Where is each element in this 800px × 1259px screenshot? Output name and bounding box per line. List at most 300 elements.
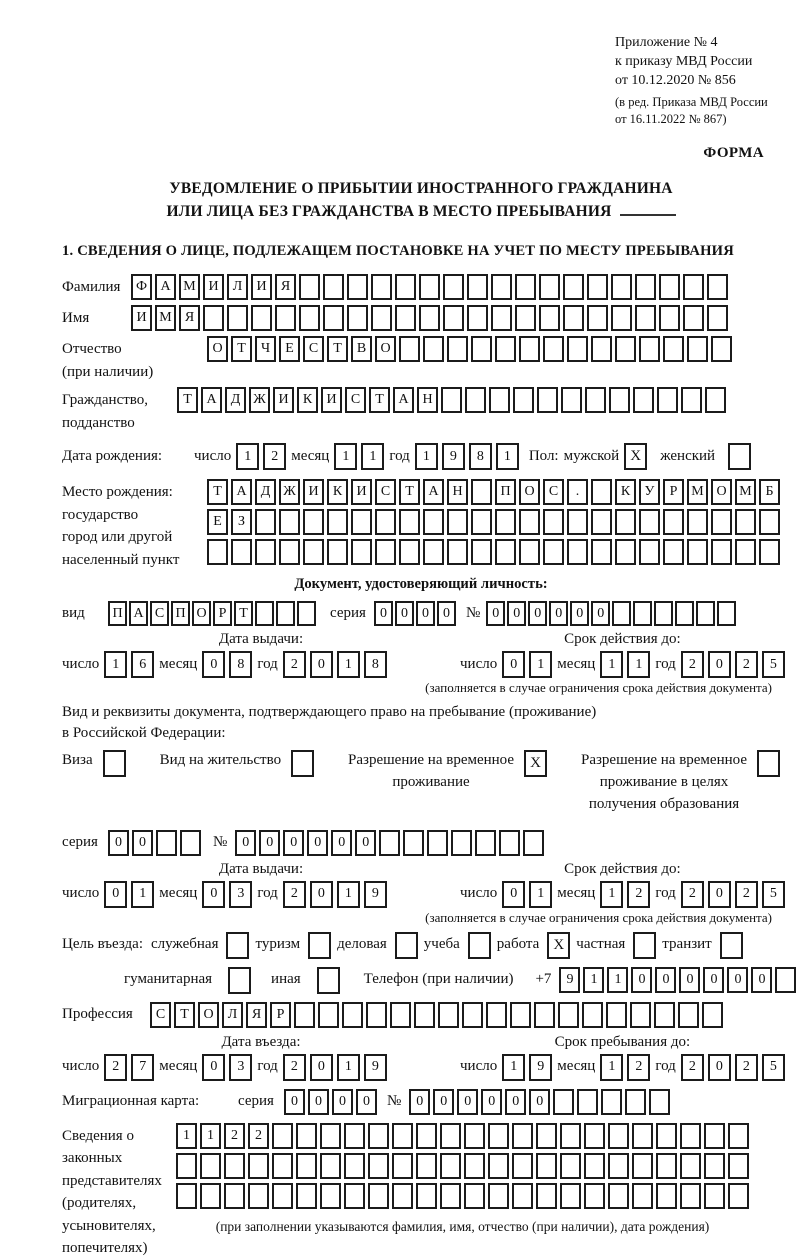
char-cell[interactable]: 0 <box>591 601 610 626</box>
char-cell[interactable]: 1 <box>361 443 384 470</box>
char-cell[interactable]: Б <box>759 479 780 505</box>
char-cell[interactable] <box>414 1002 435 1028</box>
char-cell[interactable] <box>560 1153 581 1179</box>
char-cell[interactable] <box>608 1183 629 1209</box>
char-cell[interactable] <box>272 1123 293 1149</box>
char-cell[interactable] <box>371 274 392 300</box>
char-cell[interactable] <box>577 1089 598 1115</box>
char-cell[interactable] <box>207 539 228 565</box>
char-cell[interactable]: 0 <box>655 967 676 993</box>
char-cell[interactable]: У <box>639 479 660 505</box>
char-cell[interactable] <box>560 1183 581 1209</box>
char-cell[interactable] <box>467 305 488 331</box>
char-cell[interactable]: 0 <box>374 601 393 626</box>
char-cell[interactable] <box>296 1153 317 1179</box>
char-cell[interactable] <box>296 1123 317 1149</box>
char-cell[interactable]: 1 <box>607 967 628 993</box>
char-cell[interactable] <box>591 509 612 535</box>
char-cell[interactable] <box>227 305 248 331</box>
purpose-tourism-checkbox[interactable] <box>308 932 331 959</box>
char-cell[interactable]: 2 <box>224 1123 245 1149</box>
char-cell[interactable] <box>323 274 344 300</box>
char-cell[interactable]: 1 <box>600 651 623 678</box>
char-cell[interactable] <box>615 509 636 535</box>
char-cell[interactable]: П <box>171 601 190 626</box>
char-cell[interactable]: О <box>198 1002 219 1028</box>
char-cell[interactable] <box>440 1153 461 1179</box>
char-cell[interactable]: 0 <box>708 651 731 678</box>
char-cell[interactable] <box>176 1183 197 1209</box>
char-cell[interactable] <box>255 601 274 626</box>
char-cell[interactable]: Д <box>255 479 276 505</box>
char-cell[interactable] <box>711 336 732 362</box>
char-cell[interactable] <box>537 387 558 413</box>
char-cell[interactable] <box>728 1153 749 1179</box>
char-cell[interactable]: 1 <box>583 967 604 993</box>
char-cell[interactable] <box>423 539 444 565</box>
char-cell[interactable]: 2 <box>283 881 306 908</box>
char-cell[interactable] <box>584 1183 605 1209</box>
char-cell[interactable] <box>567 539 588 565</box>
char-cell[interactable] <box>707 305 728 331</box>
residence-permit-checkbox[interactable] <box>291 750 314 777</box>
char-cell[interactable] <box>486 1002 507 1028</box>
char-cell[interactable]: 0 <box>310 881 333 908</box>
char-cell[interactable]: К <box>615 479 636 505</box>
char-cell[interactable]: 0 <box>310 651 333 678</box>
char-cell[interactable] <box>513 387 534 413</box>
char-cell[interactable] <box>323 305 344 331</box>
char-cell[interactable]: 9 <box>559 967 580 993</box>
char-cell[interactable] <box>680 1123 701 1149</box>
char-cell[interactable]: 0 <box>529 1089 550 1115</box>
char-cell[interactable]: 2 <box>681 651 704 678</box>
purpose-transit-checkbox[interactable] <box>720 932 743 959</box>
char-cell[interactable]: 1 <box>415 443 438 470</box>
char-cell[interactable] <box>471 539 492 565</box>
char-cell[interactable] <box>464 1183 485 1209</box>
char-cell[interactable]: 0 <box>505 1089 526 1115</box>
char-cell[interactable]: З <box>231 509 252 535</box>
char-cell[interactable] <box>687 509 708 535</box>
char-cell[interactable] <box>200 1153 221 1179</box>
char-cell[interactable] <box>639 336 660 362</box>
char-cell[interactable] <box>560 1123 581 1149</box>
char-cell[interactable] <box>462 1002 483 1028</box>
char-cell[interactable]: И <box>251 274 272 300</box>
char-cell[interactable]: 0 <box>679 967 700 993</box>
char-cell[interactable]: Т <box>177 387 198 413</box>
purpose-study-checkbox[interactable] <box>468 932 491 959</box>
char-cell[interactable] <box>320 1183 341 1209</box>
char-cell[interactable] <box>539 274 560 300</box>
char-cell[interactable] <box>327 509 348 535</box>
char-cell[interactable] <box>200 1183 221 1209</box>
char-cell[interactable]: 3 <box>229 881 252 908</box>
char-cell[interactable]: 1 <box>337 1054 360 1081</box>
char-cell[interactable] <box>464 1123 485 1149</box>
char-cell[interactable] <box>180 830 201 856</box>
char-cell[interactable]: С <box>150 601 169 626</box>
char-cell[interactable] <box>488 1123 509 1149</box>
char-cell[interactable] <box>687 539 708 565</box>
char-cell[interactable]: 1 <box>529 651 552 678</box>
char-cell[interactable] <box>654 1002 675 1028</box>
char-cell[interactable] <box>248 1153 269 1179</box>
char-cell[interactable] <box>423 509 444 535</box>
char-cell[interactable] <box>711 539 732 565</box>
char-cell[interactable]: К <box>297 387 318 413</box>
char-cell[interactable] <box>467 274 488 300</box>
char-cell[interactable]: 0 <box>308 1089 329 1115</box>
char-cell[interactable]: С <box>375 479 396 505</box>
char-cell[interactable]: 2 <box>735 881 758 908</box>
char-cell[interactable] <box>633 387 654 413</box>
char-cell[interactable] <box>678 1002 699 1028</box>
char-cell[interactable]: 0 <box>307 830 328 856</box>
char-cell[interactable] <box>615 336 636 362</box>
char-cell[interactable] <box>707 274 728 300</box>
char-cell[interactable]: 0 <box>310 1054 333 1081</box>
char-cell[interactable]: 1 <box>337 651 360 678</box>
char-cell[interactable]: 0 <box>481 1089 502 1115</box>
char-cell[interactable] <box>632 1123 653 1149</box>
char-cell[interactable]: 1 <box>600 1054 623 1081</box>
char-cell[interactable] <box>587 305 608 331</box>
char-cell[interactable]: С <box>345 387 366 413</box>
char-cell[interactable]: 1 <box>337 881 360 908</box>
char-cell[interactable] <box>591 479 612 505</box>
char-cell[interactable]: И <box>321 387 342 413</box>
char-cell[interactable]: 0 <box>433 1089 454 1115</box>
char-cell[interactable]: С <box>303 336 324 362</box>
char-cell[interactable] <box>279 509 300 535</box>
char-cell[interactable] <box>663 539 684 565</box>
char-cell[interactable] <box>563 274 584 300</box>
char-cell[interactable] <box>704 1123 725 1149</box>
char-cell[interactable]: 0 <box>202 1054 225 1081</box>
char-cell[interactable] <box>375 509 396 535</box>
char-cell[interactable] <box>519 509 540 535</box>
char-cell[interactable]: 0 <box>202 881 225 908</box>
char-cell[interactable]: О <box>711 479 732 505</box>
char-cell[interactable] <box>704 1153 725 1179</box>
char-cell[interactable] <box>403 830 424 856</box>
char-cell[interactable] <box>366 1002 387 1028</box>
char-cell[interactable] <box>395 274 416 300</box>
char-cell[interactable]: 0 <box>486 601 505 626</box>
visa-checkbox[interactable] <box>103 750 126 777</box>
char-cell[interactable] <box>625 1089 646 1115</box>
char-cell[interactable] <box>447 539 468 565</box>
char-cell[interactable]: 5 <box>762 651 785 678</box>
char-cell[interactable] <box>584 1123 605 1149</box>
char-cell[interactable]: 3 <box>229 1054 252 1081</box>
char-cell[interactable]: 1 <box>529 881 552 908</box>
char-cell[interactable]: Ч <box>255 336 276 362</box>
char-cell[interactable]: 0 <box>528 601 547 626</box>
char-cell[interactable] <box>519 336 540 362</box>
char-cell[interactable]: 6 <box>131 651 154 678</box>
char-cell[interactable] <box>495 336 516 362</box>
char-cell[interactable] <box>728 1123 749 1149</box>
char-cell[interactable] <box>735 509 756 535</box>
char-cell[interactable] <box>659 305 680 331</box>
char-cell[interactable] <box>515 305 536 331</box>
char-cell[interactable]: 2 <box>681 881 704 908</box>
char-cell[interactable]: 2 <box>248 1123 269 1149</box>
purpose-humanitarian-checkbox[interactable] <box>228 967 251 994</box>
char-cell[interactable] <box>539 305 560 331</box>
char-cell[interactable] <box>561 387 582 413</box>
char-cell[interactable] <box>711 509 732 535</box>
char-cell[interactable]: И <box>203 274 224 300</box>
char-cell[interactable] <box>615 539 636 565</box>
char-cell[interactable]: Т <box>234 601 253 626</box>
char-cell[interactable] <box>344 1123 365 1149</box>
char-cell[interactable] <box>203 305 224 331</box>
char-cell[interactable] <box>632 1183 653 1209</box>
char-cell[interactable] <box>351 539 372 565</box>
char-cell[interactable] <box>416 1153 437 1179</box>
char-cell[interactable] <box>465 387 486 413</box>
char-cell[interactable] <box>296 1183 317 1209</box>
char-cell[interactable]: Т <box>174 1002 195 1028</box>
char-cell[interactable]: В <box>351 336 372 362</box>
char-cell[interactable] <box>608 1123 629 1149</box>
char-cell[interactable] <box>275 305 296 331</box>
char-cell[interactable] <box>347 305 368 331</box>
char-cell[interactable]: 2 <box>283 651 306 678</box>
char-cell[interactable] <box>279 539 300 565</box>
char-cell[interactable]: 0 <box>132 830 153 856</box>
char-cell[interactable]: 0 <box>395 601 414 626</box>
char-cell[interactable]: И <box>273 387 294 413</box>
char-cell[interactable]: Н <box>417 387 438 413</box>
char-cell[interactable]: 0 <box>332 1089 353 1115</box>
char-cell[interactable]: О <box>375 336 396 362</box>
char-cell[interactable] <box>759 539 780 565</box>
char-cell[interactable] <box>612 601 631 626</box>
char-cell[interactable] <box>416 1183 437 1209</box>
char-cell[interactable] <box>611 305 632 331</box>
char-cell[interactable] <box>248 1183 269 1209</box>
char-cell[interactable] <box>704 1183 725 1209</box>
char-cell[interactable] <box>543 336 564 362</box>
char-cell[interactable]: А <box>423 479 444 505</box>
char-cell[interactable]: 5 <box>762 1054 785 1081</box>
char-cell[interactable]: 8 <box>469 443 492 470</box>
char-cell[interactable] <box>683 305 704 331</box>
char-cell[interactable]: Т <box>399 479 420 505</box>
char-cell[interactable]: 0 <box>416 601 435 626</box>
char-cell[interactable]: Т <box>207 479 228 505</box>
char-cell[interactable]: М <box>735 479 756 505</box>
char-cell[interactable]: 1 <box>236 443 259 470</box>
char-cell[interactable] <box>255 539 276 565</box>
char-cell[interactable] <box>654 601 673 626</box>
char-cell[interactable] <box>567 336 588 362</box>
char-cell[interactable] <box>705 387 726 413</box>
char-cell[interactable] <box>608 1153 629 1179</box>
char-cell[interactable]: 0 <box>549 601 568 626</box>
char-cell[interactable] <box>491 305 512 331</box>
char-cell[interactable]: 0 <box>703 967 724 993</box>
char-cell[interactable] <box>609 387 630 413</box>
char-cell[interactable] <box>231 539 252 565</box>
char-cell[interactable] <box>419 274 440 300</box>
char-cell[interactable]: Р <box>663 479 684 505</box>
char-cell[interactable]: А <box>201 387 222 413</box>
char-cell[interactable]: 2 <box>627 881 650 908</box>
char-cell[interactable]: Р <box>270 1002 291 1028</box>
char-cell[interactable] <box>639 509 660 535</box>
char-cell[interactable]: 5 <box>762 881 785 908</box>
char-cell[interactable] <box>272 1183 293 1209</box>
char-cell[interactable]: И <box>303 479 324 505</box>
char-cell[interactable]: О <box>207 336 228 362</box>
char-cell[interactable]: 0 <box>502 881 525 908</box>
char-cell[interactable] <box>632 1153 653 1179</box>
char-cell[interactable]: Ж <box>279 479 300 505</box>
char-cell[interactable] <box>303 539 324 565</box>
char-cell[interactable] <box>440 1183 461 1209</box>
char-cell[interactable] <box>299 305 320 331</box>
char-cell[interactable]: М <box>179 274 200 300</box>
char-cell[interactable]: Д <box>225 387 246 413</box>
char-cell[interactable]: 0 <box>708 1054 731 1081</box>
char-cell[interactable] <box>294 1002 315 1028</box>
purpose-business-checkbox[interactable] <box>395 932 418 959</box>
char-cell[interactable] <box>327 539 348 565</box>
char-cell[interactable]: А <box>393 387 414 413</box>
char-cell[interactable] <box>156 830 177 856</box>
char-cell[interactable] <box>523 830 544 856</box>
char-cell[interactable]: А <box>231 479 252 505</box>
char-cell[interactable] <box>447 509 468 535</box>
char-cell[interactable]: 0 <box>259 830 280 856</box>
char-cell[interactable] <box>488 1183 509 1209</box>
char-cell[interactable]: Я <box>275 274 296 300</box>
char-cell[interactable]: 2 <box>735 1054 758 1081</box>
char-cell[interactable] <box>657 387 678 413</box>
char-cell[interactable] <box>475 830 496 856</box>
char-cell[interactable] <box>696 601 715 626</box>
char-cell[interactable] <box>423 336 444 362</box>
char-cell[interactable]: Т <box>327 336 348 362</box>
char-cell[interactable]: 0 <box>708 881 731 908</box>
char-cell[interactable]: Ж <box>249 387 270 413</box>
char-cell[interactable] <box>368 1123 389 1149</box>
char-cell[interactable] <box>515 274 536 300</box>
char-cell[interactable]: Т <box>231 336 252 362</box>
char-cell[interactable] <box>585 387 606 413</box>
char-cell[interactable] <box>392 1183 413 1209</box>
char-cell[interactable]: Ф <box>131 274 152 300</box>
char-cell[interactable]: Я <box>179 305 200 331</box>
char-cell[interactable] <box>272 1153 293 1179</box>
char-cell[interactable] <box>663 509 684 535</box>
char-cell[interactable]: Л <box>222 1002 243 1028</box>
char-cell[interactable] <box>702 1002 723 1028</box>
char-cell[interactable] <box>775 967 796 993</box>
char-cell[interactable] <box>683 274 704 300</box>
char-cell[interactable] <box>659 274 680 300</box>
char-cell[interactable] <box>536 1153 557 1179</box>
char-cell[interactable] <box>512 1183 533 1209</box>
char-cell[interactable]: К <box>327 479 348 505</box>
char-cell[interactable]: И <box>131 305 152 331</box>
char-cell[interactable]: 2 <box>681 1054 704 1081</box>
char-cell[interactable] <box>399 336 420 362</box>
char-cell[interactable] <box>255 509 276 535</box>
char-cell[interactable] <box>375 539 396 565</box>
temp-residence-edu-checkbox[interactable] <box>757 750 780 777</box>
char-cell[interactable] <box>553 1089 574 1115</box>
char-cell[interactable]: 1 <box>627 651 650 678</box>
char-cell[interactable] <box>543 509 564 535</box>
char-cell[interactable]: 0 <box>284 1089 305 1115</box>
char-cell[interactable] <box>318 1002 339 1028</box>
char-cell[interactable] <box>297 601 316 626</box>
char-cell[interactable]: 2 <box>263 443 286 470</box>
char-cell[interactable]: 1 <box>200 1123 221 1149</box>
char-cell[interactable] <box>656 1153 677 1179</box>
char-cell[interactable] <box>441 387 462 413</box>
purpose-private-checkbox[interactable] <box>633 932 656 959</box>
char-cell[interactable] <box>379 830 400 856</box>
char-cell[interactable] <box>392 1123 413 1149</box>
char-cell[interactable]: 1 <box>600 881 623 908</box>
char-cell[interactable]: 0 <box>631 967 652 993</box>
char-cell[interactable] <box>368 1183 389 1209</box>
char-cell[interactable] <box>320 1153 341 1179</box>
char-cell[interactable] <box>471 336 492 362</box>
char-cell[interactable] <box>224 1153 245 1179</box>
char-cell[interactable] <box>656 1183 677 1209</box>
char-cell[interactable] <box>635 305 656 331</box>
char-cell[interactable] <box>344 1183 365 1209</box>
char-cell[interactable] <box>499 830 520 856</box>
char-cell[interactable] <box>563 305 584 331</box>
char-cell[interactable] <box>587 274 608 300</box>
char-cell[interactable] <box>680 1183 701 1209</box>
char-cell[interactable]: 1 <box>104 651 127 678</box>
char-cell[interactable] <box>176 1153 197 1179</box>
char-cell[interactable] <box>251 305 272 331</box>
char-cell[interactable]: . <box>567 479 588 505</box>
char-cell[interactable]: 0 <box>355 830 376 856</box>
char-cell[interactable] <box>399 509 420 535</box>
char-cell[interactable]: 0 <box>104 881 127 908</box>
char-cell[interactable] <box>728 1183 749 1209</box>
char-cell[interactable] <box>681 387 702 413</box>
char-cell[interactable]: Р <box>213 601 232 626</box>
char-cell[interactable] <box>633 601 652 626</box>
char-cell[interactable] <box>558 1002 579 1028</box>
char-cell[interactable] <box>299 274 320 300</box>
char-cell[interactable]: Я <box>246 1002 267 1028</box>
char-cell[interactable] <box>371 305 392 331</box>
char-cell[interactable] <box>344 1153 365 1179</box>
char-cell[interactable]: 9 <box>442 443 465 470</box>
char-cell[interactable] <box>399 539 420 565</box>
char-cell[interactable] <box>510 1002 531 1028</box>
char-cell[interactable] <box>536 1123 557 1149</box>
char-cell[interactable]: 2 <box>283 1054 306 1081</box>
char-cell[interactable] <box>390 1002 411 1028</box>
char-cell[interactable]: Н <box>447 479 468 505</box>
